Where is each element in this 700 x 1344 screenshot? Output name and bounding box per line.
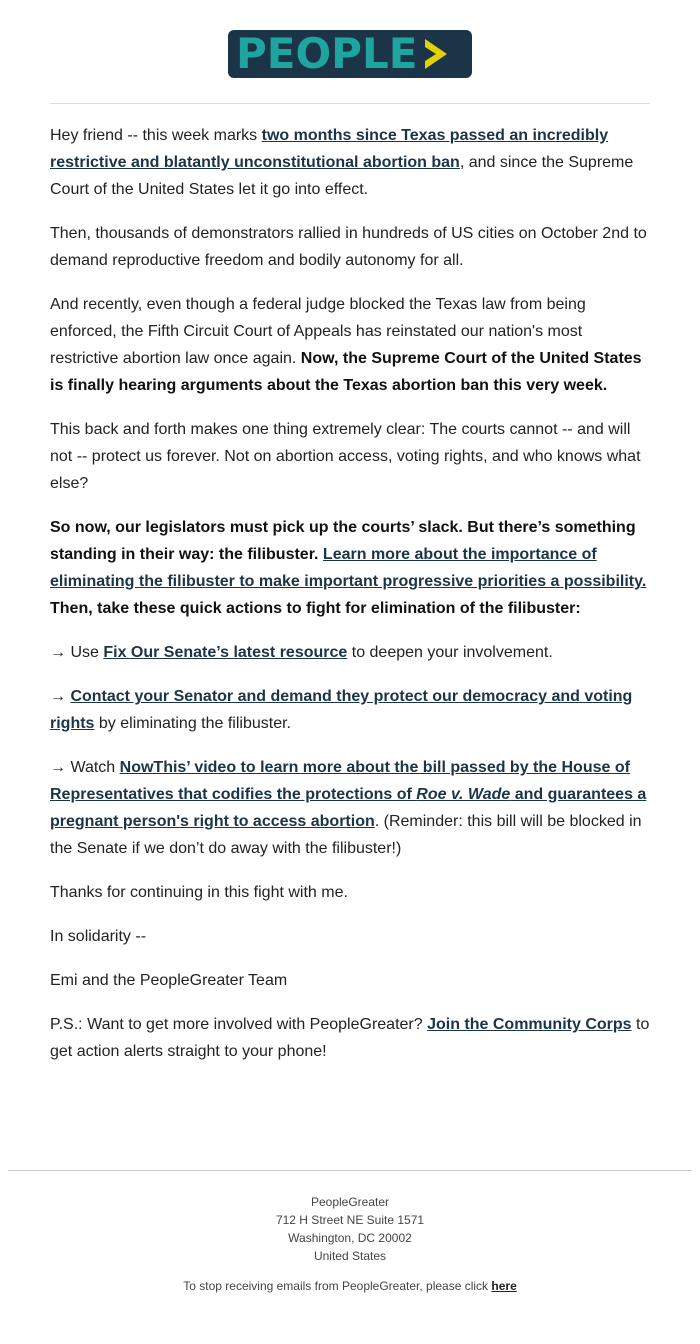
reminder-text: . (Reminder: this bill will be blocked in the Senate if we don’t do away with the filibuster!): [50, 813, 642, 857]
paragraph-fifth-circuit: [50, 291, 650, 399]
paragraph-back-and-forth: This back and forth makes one thing extremely clear: The courts cannot -- and will not -- protect us forever. Not on abortion access, voting rights, and who knows what else?: [50, 421, 641, 492]
contact-senator-link[interactable]: Contact your Senator and demand they protect our democracy and voting rights: [50, 688, 633, 732]
header-divider: [50, 103, 650, 104]
filibuster-bold-text: So now, our legislators must pick up the courts’ slack. But there’s something standing in their way: the filibuster.: [50, 519, 636, 563]
intro-text: Hey friend -- this week marks: [50, 127, 262, 144]
logo-text: PEOPLE: [236, 30, 418, 78]
unsubscribe-line: [0, 1277, 700, 1295]
paragraph-ps: [50, 1011, 650, 1065]
video-link-text-end: and guarantees a pregnant person's right to access abortion: [50, 786, 647, 830]
action-text: to deepen your involvement.: [347, 644, 553, 661]
video-link-text: NowThis’ video to learn more about the bill passed by the House of Representatives that codifies the protections of: [50, 759, 630, 803]
paragraph-thanks: Thanks for continuing in this fight with me.: [50, 884, 348, 901]
community-corps-link[interactable]: Join the Community Corps: [427, 1016, 632, 1033]
filibuster-learn-more-link[interactable]: Learn more about the importance of eliminating the filibuster to make important progressive priorities a possibility.: [50, 546, 647, 590]
footer-country: United States: [313, 1249, 387, 1263]
footer-address-line1: 712 H Street NE Suite 1571: [275, 1213, 425, 1227]
email-footer: [0, 1193, 700, 1295]
arrow-right-icon: → Watch: [50, 759, 120, 776]
email-body: [50, 122, 650, 1082]
roe-v-wade-italic: Roe v. Wade: [416, 786, 511, 803]
fix-our-senate-link[interactable]: Fix Our Senate’s latest resource: [103, 644, 348, 661]
footer-divider: [8, 1170, 692, 1171]
chevron-right-icon: [419, 30, 453, 78]
quick-actions-bold-text: Then, take these quick actions to fight for elimination of the filibuster:: [50, 600, 581, 617]
action-item-contact-senator: [50, 683, 650, 737]
ps-text: P.S.: Want to get more involved with PeopleGreater?: [50, 1016, 428, 1033]
paragraph-filibuster: [50, 514, 650, 622]
paragraph-signoff: In solidarity --: [50, 928, 147, 945]
action-item-nowthis-video: [50, 754, 650, 862]
supreme-court-bold-text: Now, the Supreme Court of the United States is finally hearing arguments about the Texas abortion ban this very week.: [50, 350, 642, 394]
arrow-right-icon: → Use: [50, 644, 104, 661]
paragraph-signature: Emi and the PeopleGreater Team: [50, 972, 288, 989]
fifth-circuit-text: And recently, even though a federal judge blocked the Texas law from being enforced, the Fifth Circuit Court of Appeals has reinstated our nation's most restrictive abortion law once again.: [50, 296, 586, 367]
ps-text-end: to get action alerts straight to your phone!: [50, 1016, 650, 1060]
email-header: [0, 0, 700, 104]
paragraph-demonstrators: Then, thousands of demonstrators rallied in hundreds of US cities on October 2nd to demand reproductive freedom and bodily autonomy for all.: [50, 225, 647, 269]
intro-text-end: , and since the Supreme Court of the United States let it go into effect.: [50, 154, 634, 198]
unsubscribe-text: To stop receiving emails from PeopleGreater, please click: [183, 1279, 492, 1293]
people-logo: [228, 30, 472, 78]
paragraph-intro: [50, 122, 650, 203]
unsubscribe-link[interactable]: here: [491, 1279, 517, 1293]
footer-org-name: PeopleGreater: [310, 1195, 390, 1209]
action-item-fix-our-senate: [50, 639, 650, 666]
texas-ban-link[interactable]: two months since Texas passed an incredibly restrictive and blatantly unconstitutional abortion ban: [50, 127, 609, 171]
arrow-right-icon: →: [50, 688, 71, 705]
footer-address-line2: Washington, DC 20002: [288, 1231, 412, 1245]
action-text: by eliminating the filibuster.: [94, 715, 291, 732]
